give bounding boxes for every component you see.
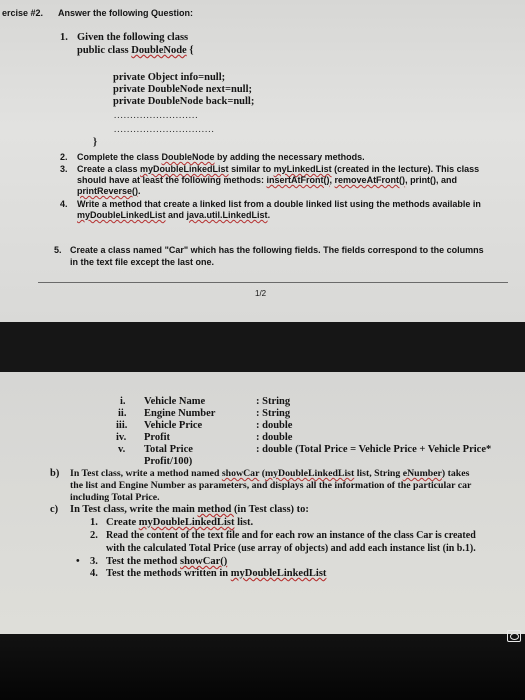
c-item-number: 3. xyxy=(90,556,98,567)
code-line-back: private DoubleNode back=null; xyxy=(113,96,255,107)
laptop-bezel xyxy=(0,634,525,700)
code-line-next: private DoubleNode next=null; xyxy=(113,84,252,95)
exercise-label: ercise #2. xyxy=(2,8,44,18)
field-name: Profit xyxy=(144,432,171,443)
c-item-number: 4. xyxy=(90,568,98,579)
code-line-info: private Object info=null; xyxy=(113,72,226,83)
c-item-text: Read the content of the text file and for each row an instance of the class Car is created xyxy=(106,530,476,541)
q2-text: Complete the class DoubleNode by adding the necessary methods. xyxy=(77,152,365,162)
part-c-label: c) xyxy=(50,504,59,515)
c-item-text: Test the method showCar() xyxy=(106,556,228,567)
q4-line1: Write a method that create a linked list from a double linked list using the methods available in xyxy=(77,199,481,209)
field-type: : double xyxy=(256,420,293,431)
exercise-page-1 xyxy=(0,0,525,322)
part-b-line1: In Test class, write a method named showCar (myDoubleLinkedList list, String eNumber) takes xyxy=(70,468,470,479)
field-type-continued: Profit/100) xyxy=(144,456,193,467)
field-type: : String xyxy=(256,396,291,407)
q5-number: 5. xyxy=(54,245,62,255)
field-name: Total Price xyxy=(144,444,193,455)
field-num: v. xyxy=(118,444,126,455)
field-name: Engine Number xyxy=(144,408,216,419)
q3-line3: printReverse(). xyxy=(77,186,141,196)
placeholder-dots-1: .......................... xyxy=(114,110,199,120)
q5-line1: Create a class named "Car" which has the following fields. The fields correspond to the columns xyxy=(70,245,484,255)
field-num: ii. xyxy=(118,408,127,419)
field-num: iv. xyxy=(116,432,127,443)
placeholder-dots-2: ............................... xyxy=(114,124,215,134)
closing-brace: } xyxy=(93,137,98,148)
c-item-text: Create myDoubleLinkedList list. xyxy=(106,517,254,528)
camera-icon xyxy=(507,630,521,642)
q5-line2: in the text file except the last one. xyxy=(70,257,215,267)
exercise-page-2 xyxy=(0,372,525,634)
q3-line2: should have at least the following methods: insertAtFront(), removeAtFront(), print(), and xyxy=(77,175,458,185)
part-b-line3: including Total Price. xyxy=(70,492,160,503)
q3-line1: Create a class myDoubleLinkedList similar to myLinkedList (created in the lecture). This class xyxy=(77,164,480,174)
c-item-number: 1. xyxy=(90,517,98,528)
page-divider xyxy=(38,282,508,283)
q4-number: 4. xyxy=(60,199,68,209)
field-type: : double (Total Price = Vehicle Price + Vehicle Price* xyxy=(256,444,492,455)
field-type: : double xyxy=(256,432,293,443)
part-c-line1: In Test class, write the main method (in Test class) to: xyxy=(70,504,309,515)
q1-line1: Given the following class xyxy=(77,32,189,43)
field-name: Vehicle Name xyxy=(144,396,206,407)
field-num: i. xyxy=(120,396,126,407)
part-b-label: b) xyxy=(50,468,60,479)
field-type: : String xyxy=(256,408,291,419)
exercise-instruction: Answer the following Question: xyxy=(58,8,193,18)
c-item-number: 2. xyxy=(90,530,98,541)
field-num: iii. xyxy=(116,420,128,431)
c-item-text-continued: with the calculated Total Price (use array of objects) and add each instance list (in b.1). xyxy=(106,543,476,554)
q3-number: 3. xyxy=(60,164,68,174)
c-item-text: Test the methods written in myDoubleLinkedList xyxy=(106,568,327,579)
q1-number: 1. xyxy=(60,32,68,43)
field-name: Vehicle Price xyxy=(144,420,203,431)
q4-line2: myDoubleLinkedList and java.util.LinkedList. xyxy=(77,210,271,220)
q2-number: 2. xyxy=(60,152,68,162)
q1-line2: public class DoubleNode { xyxy=(77,45,194,56)
screen-gap xyxy=(0,322,525,372)
bullet-dot: • xyxy=(76,556,80,567)
part-b-line2: the list and Engine Number as parameters, and displays all the information of the particular car xyxy=(70,480,472,491)
page-number: 1/2 xyxy=(255,289,267,298)
